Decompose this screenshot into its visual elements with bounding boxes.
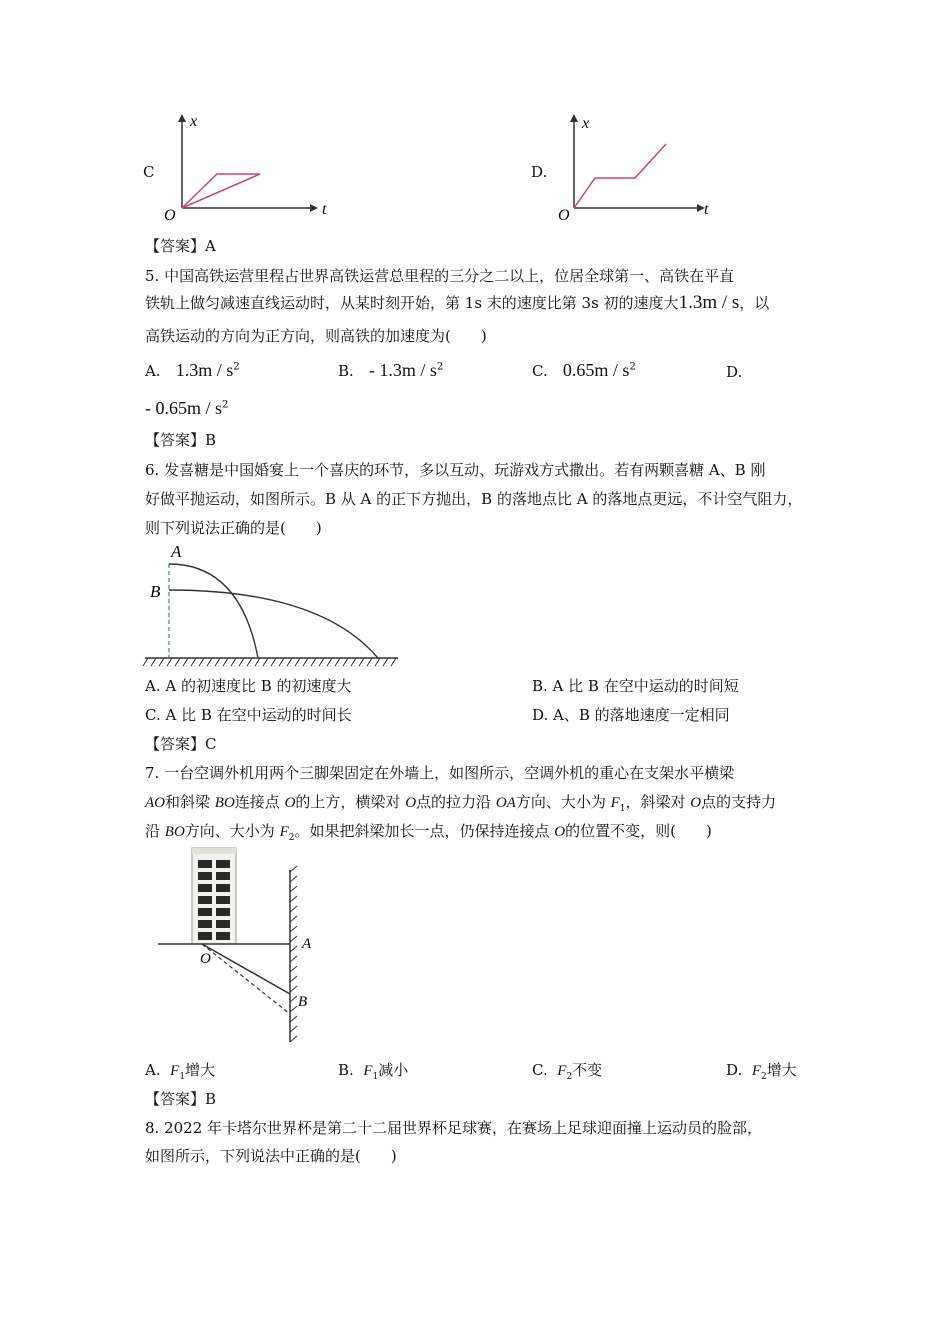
q7-answer: 【答案】B: [145, 1090, 217, 1108]
q7-stem-line2: AO和斜梁 BO连接点 O的上方，横梁对 O点的拉力沿 OA方向、大小为 $F_1$，斜梁对 O点的支持力: [145, 793, 777, 814]
q5-velocity-value: 1.3m / s: [678, 292, 740, 313]
extended-beam-dashed: [202, 944, 290, 1014]
trajectory-a: [169, 564, 258, 658]
t-axis-label: t: [322, 201, 327, 218]
q5-option-c: [532, 360, 636, 381]
q5-stem-line1: 5. 中国高铁运营里程占世界高铁运营总里程的三分之二以上，位居全球第一、高铁在平直: [145, 267, 735, 285]
q5-option-a: [145, 360, 240, 381]
trajectory-b: [169, 590, 378, 658]
label-b: B: [150, 582, 161, 601]
q7-option-d: D. $F_2$增大: [726, 1061, 797, 1082]
q5-stem-line2: [145, 292, 769, 314]
option-label: B.: [338, 362, 354, 380]
q7-option-a: A. $F_1$增大: [145, 1061, 216, 1082]
q5-stem-line3: 高铁运动的方向为正方向，则高铁的加速度为( ): [145, 327, 487, 345]
q5-option-d-value: [145, 398, 228, 419]
q4-option-d-label: D.: [531, 163, 548, 181]
q5-stem-line2-suffix: ，以: [739, 294, 770, 312]
t-axis-label: t: [704, 201, 709, 218]
graph-c-line: [182, 174, 260, 208]
option-label: A.: [145, 362, 161, 380]
q6-option-c: C. A 比 B 在空中运动的时间长: [145, 706, 352, 724]
exponent: 2: [233, 361, 240, 373]
x-axis-arrow: [570, 114, 578, 122]
q6-option-d: D. A、B 的落地速度一定相同: [532, 706, 730, 724]
label-a: A: [171, 542, 182, 561]
q7-option-b: B. $F_1$减小: [338, 1061, 409, 1082]
inclined-beam-bo: [202, 944, 290, 994]
x-axis-arrow: [178, 114, 186, 122]
ac-top: [192, 848, 236, 854]
label-b: B: [298, 994, 308, 1010]
exponent: 2: [436, 361, 444, 373]
q4-option-c-label: C: [143, 163, 155, 181]
q4-graph-c: [160, 108, 330, 228]
wall-hatching: [290, 866, 297, 1042]
q5-stem-line2-prefix: 铁轨上做匀减速直线运动时，从某时刻开始，第 1s 末的速度比第 3s 初的速度大: [145, 294, 679, 312]
exponent: 2: [629, 361, 636, 373]
q6-stem-line1: 6. 发喜糖是中国婚宴上一个喜庆的环节，多以互动、玩游戏方式撒出。若有两颗喜糖 A、B 刚: [145, 461, 766, 479]
option-value: - 1.3m / s: [368, 360, 437, 380]
option-label: C.: [532, 362, 548, 380]
q6-projectile-figure: [140, 540, 410, 670]
graph-d-line: [574, 144, 666, 208]
ground-hatching: [143, 658, 396, 666]
x-axis-label: x: [190, 113, 198, 130]
origin-label: O: [558, 207, 570, 224]
option-value: 1.3m / s: [175, 360, 234, 380]
q6-stem-line2: 好做平抛运动，如图所示。B 从 A 的正下方抛出，B 的落地点比 A 的落地点更远，不计空气阻力，: [145, 490, 803, 508]
q7-option-c: C. $F_2$不变: [532, 1061, 603, 1082]
q7-air-conditioner-figure: [150, 842, 330, 1052]
origin-label: O: [164, 207, 176, 224]
t-axis-arrow: [310, 204, 318, 212]
q6-answer: 【答案】C: [145, 735, 217, 753]
option-value: 0.65m / s: [562, 360, 630, 380]
q4-answer: 【答案】A: [145, 237, 216, 255]
q6-option-b: B. A 比 B 在空中运动的时间短: [532, 677, 739, 695]
option-value: - 0.65m / s: [145, 398, 223, 418]
exponent: 2: [222, 399, 229, 411]
q8-stem-line1: 8. 2022 年卡塔尔世界杯是第二十二届世界杯足球赛，在赛场上足球迎面撞上运动员的脸部，: [145, 1119, 763, 1137]
label-o: O: [200, 951, 211, 967]
label-a: A: [302, 936, 312, 952]
q8-stem-line2: 如图所示，下列说法中正确的是( ): [145, 1147, 397, 1165]
q5-option-d-label: D.: [726, 363, 743, 381]
x-axis-label: x: [582, 115, 590, 132]
q5-answer: 【答案】B: [145, 431, 217, 449]
q6-option-a: A. A 的初速度比 B 的初速度大: [145, 677, 352, 695]
q6-stem-line3: 则下列说法正确的是( ): [145, 519, 322, 537]
q7-stem-line1: 7. 一台空调外机用两个三脚架固定在外墙上，如图所示，空调外机的重心在支架水平横梁: [145, 764, 735, 782]
q4-graph-d: [552, 108, 722, 228]
q7-stem-line3: 沿 BO方向、大小为 $F_2$。如果把斜梁加长一点，仍保持连接点 O的位置不变，则( ): [145, 822, 712, 843]
q5-option-b: [338, 360, 443, 381]
